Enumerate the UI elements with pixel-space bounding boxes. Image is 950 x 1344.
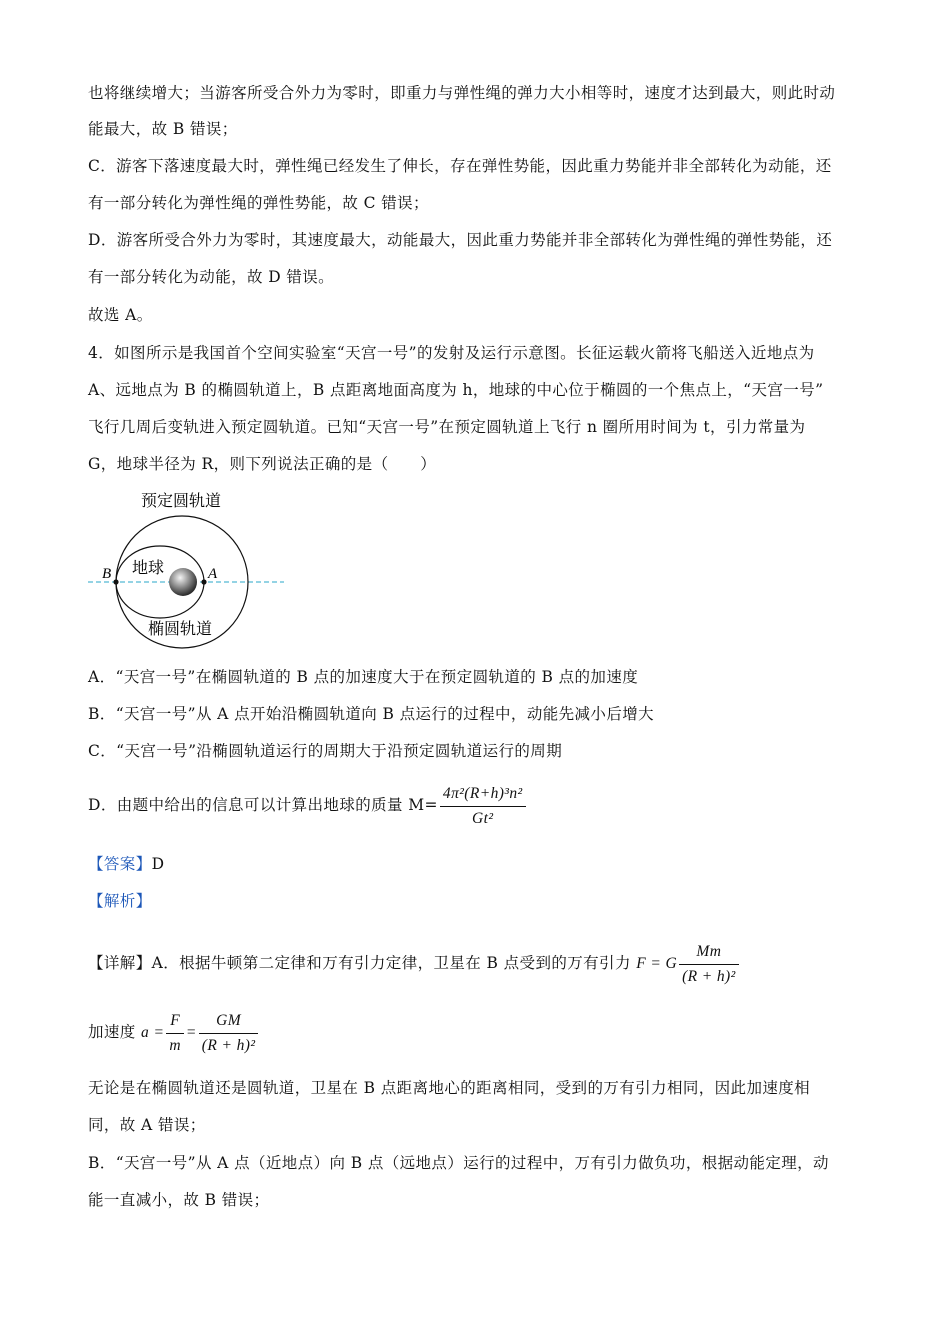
label-earth: 地球 xyxy=(132,558,165,577)
answer-line xyxy=(88,854,868,874)
acceleration-numerator-1: F xyxy=(166,1011,184,1034)
earth-icon xyxy=(169,568,197,596)
label-point-a: A xyxy=(208,566,218,582)
question-stem-line: A、远地点为 B 的椭圆轨道上，B 点距离地面高度为 h，地球的中心位于椭圆的一个焦点上，“天宫一号” xyxy=(88,381,824,399)
point-b-dot xyxy=(113,579,118,584)
option-b: B．“天宫一号”从 A 点开始沿椭圆轨道向 B 点运行的过程中，动能先减小后增大 xyxy=(88,705,655,723)
force-formula-lhs: F = G xyxy=(636,955,678,972)
option-d-text: D．由题中给出的信息可以计算出地球的质量 M= xyxy=(88,796,438,814)
force-formula-denominator: (R + h)² xyxy=(682,967,736,985)
force-formula-fraction xyxy=(679,942,739,987)
acceleration-fraction-2 xyxy=(199,1011,259,1056)
acceleration-denominator-1: m xyxy=(169,1036,181,1054)
detail-line-1 xyxy=(88,938,868,988)
paragraph-line: 能最大，故 B 错误； xyxy=(88,120,238,138)
mass-formula-numerator: 4π²(R+h)³n² xyxy=(440,784,526,807)
orbit-diagram xyxy=(86,484,296,654)
paragraph-line: 有一部分转化为动能，故 D 错误。 xyxy=(88,268,335,286)
detail-text-1: A．根据牛顿第二定律和万有引力定律，卫星在 B 点受到的万有引力 xyxy=(151,954,637,972)
acceleration-denominator-2: (R + h)² xyxy=(201,1036,256,1054)
paragraph-line: 同，故 A 错误； xyxy=(88,1116,206,1134)
force-formula-numerator: Mm xyxy=(679,942,739,965)
acceleration-lhs: a = xyxy=(141,1024,165,1041)
detail-tag: 【详解】 xyxy=(88,954,152,972)
mass-formula xyxy=(440,784,526,829)
paragraph-line: B．“天宫一号”从 A 点（近地点）向 B 点（远地点）运行的过程中，万有引力做负功，根据动能定理，动 xyxy=(88,1154,829,1172)
acceleration-equals: = xyxy=(185,1024,197,1041)
paragraph-line: D．游客所受合外力为零时，其速度最大，动能最大，因此重力势能并非全部转化为弹性绳的弹性势能，还 xyxy=(88,231,833,249)
paragraph-line: 故选 A。 xyxy=(88,306,153,324)
question-stem-line: 飞行几周后变轨进入预定圆轨道。已知“天宫一号”在预定圆轨道上飞行 n 圈所用时间为 t，引力常量为 xyxy=(88,418,806,436)
paragraph-line: 能一直减小，故 B 错误； xyxy=(88,1191,270,1209)
paragraph-line: 也将继续增大；当游客所受合外力为零时，即重力与弹性绳的弹力大小相等时，速度才达到最大，则此时动 xyxy=(88,84,836,102)
acceleration-numerator-2: GM xyxy=(199,1011,259,1034)
acceleration-line xyxy=(88,1007,868,1057)
label-circular-orbit: 预定圆轨道 xyxy=(141,491,222,510)
answer-value: D xyxy=(151,855,165,873)
paragraph-line: 有一部分转化为弹性绳的弹性势能，故 C 错误； xyxy=(88,194,429,212)
mass-formula-denominator: Gt² xyxy=(472,809,494,827)
analysis-line xyxy=(88,891,868,911)
answer-tag: 【答案】 xyxy=(88,855,152,873)
label-point-b: B xyxy=(102,566,112,582)
paragraph-line: 无论是在椭圆轨道还是圆轨道，卫星在 B 点距离地心的距离相同，受到的万有引力相同，因此加速度相 xyxy=(88,1079,811,1097)
question-stem-line: 4．如图所示是我国首个空间实验室“天宫一号”的发射及运行示意图。长征运载火箭将飞船送入近地点为 xyxy=(88,344,815,362)
question-stem-line: G，地球半径为 R，则下列说法正确的是（ ） xyxy=(88,455,437,473)
label-elliptical-orbit: 椭圆轨道 xyxy=(148,619,213,638)
acceleration-fraction-1 xyxy=(166,1011,184,1056)
acceleration-label: 加速度 xyxy=(88,1023,142,1041)
option-d xyxy=(88,783,868,827)
option-a: A．“天宫一号”在椭圆轨道的 B 点的加速度大于在预定圆轨道的 B 点的加速度 xyxy=(88,668,639,686)
point-a-dot xyxy=(201,579,206,584)
paragraph-line: C．游客下落速度最大时，弹性绳已经发生了伸长，存在弹性势能，因此重力势能并非全部转化为动能，还 xyxy=(88,157,832,175)
option-c: C．“天宫一号”沿椭圆轨道运行的周期大于沿预定圆轨道运行的周期 xyxy=(88,742,563,760)
analysis-tag: 【解析】 xyxy=(88,892,152,910)
